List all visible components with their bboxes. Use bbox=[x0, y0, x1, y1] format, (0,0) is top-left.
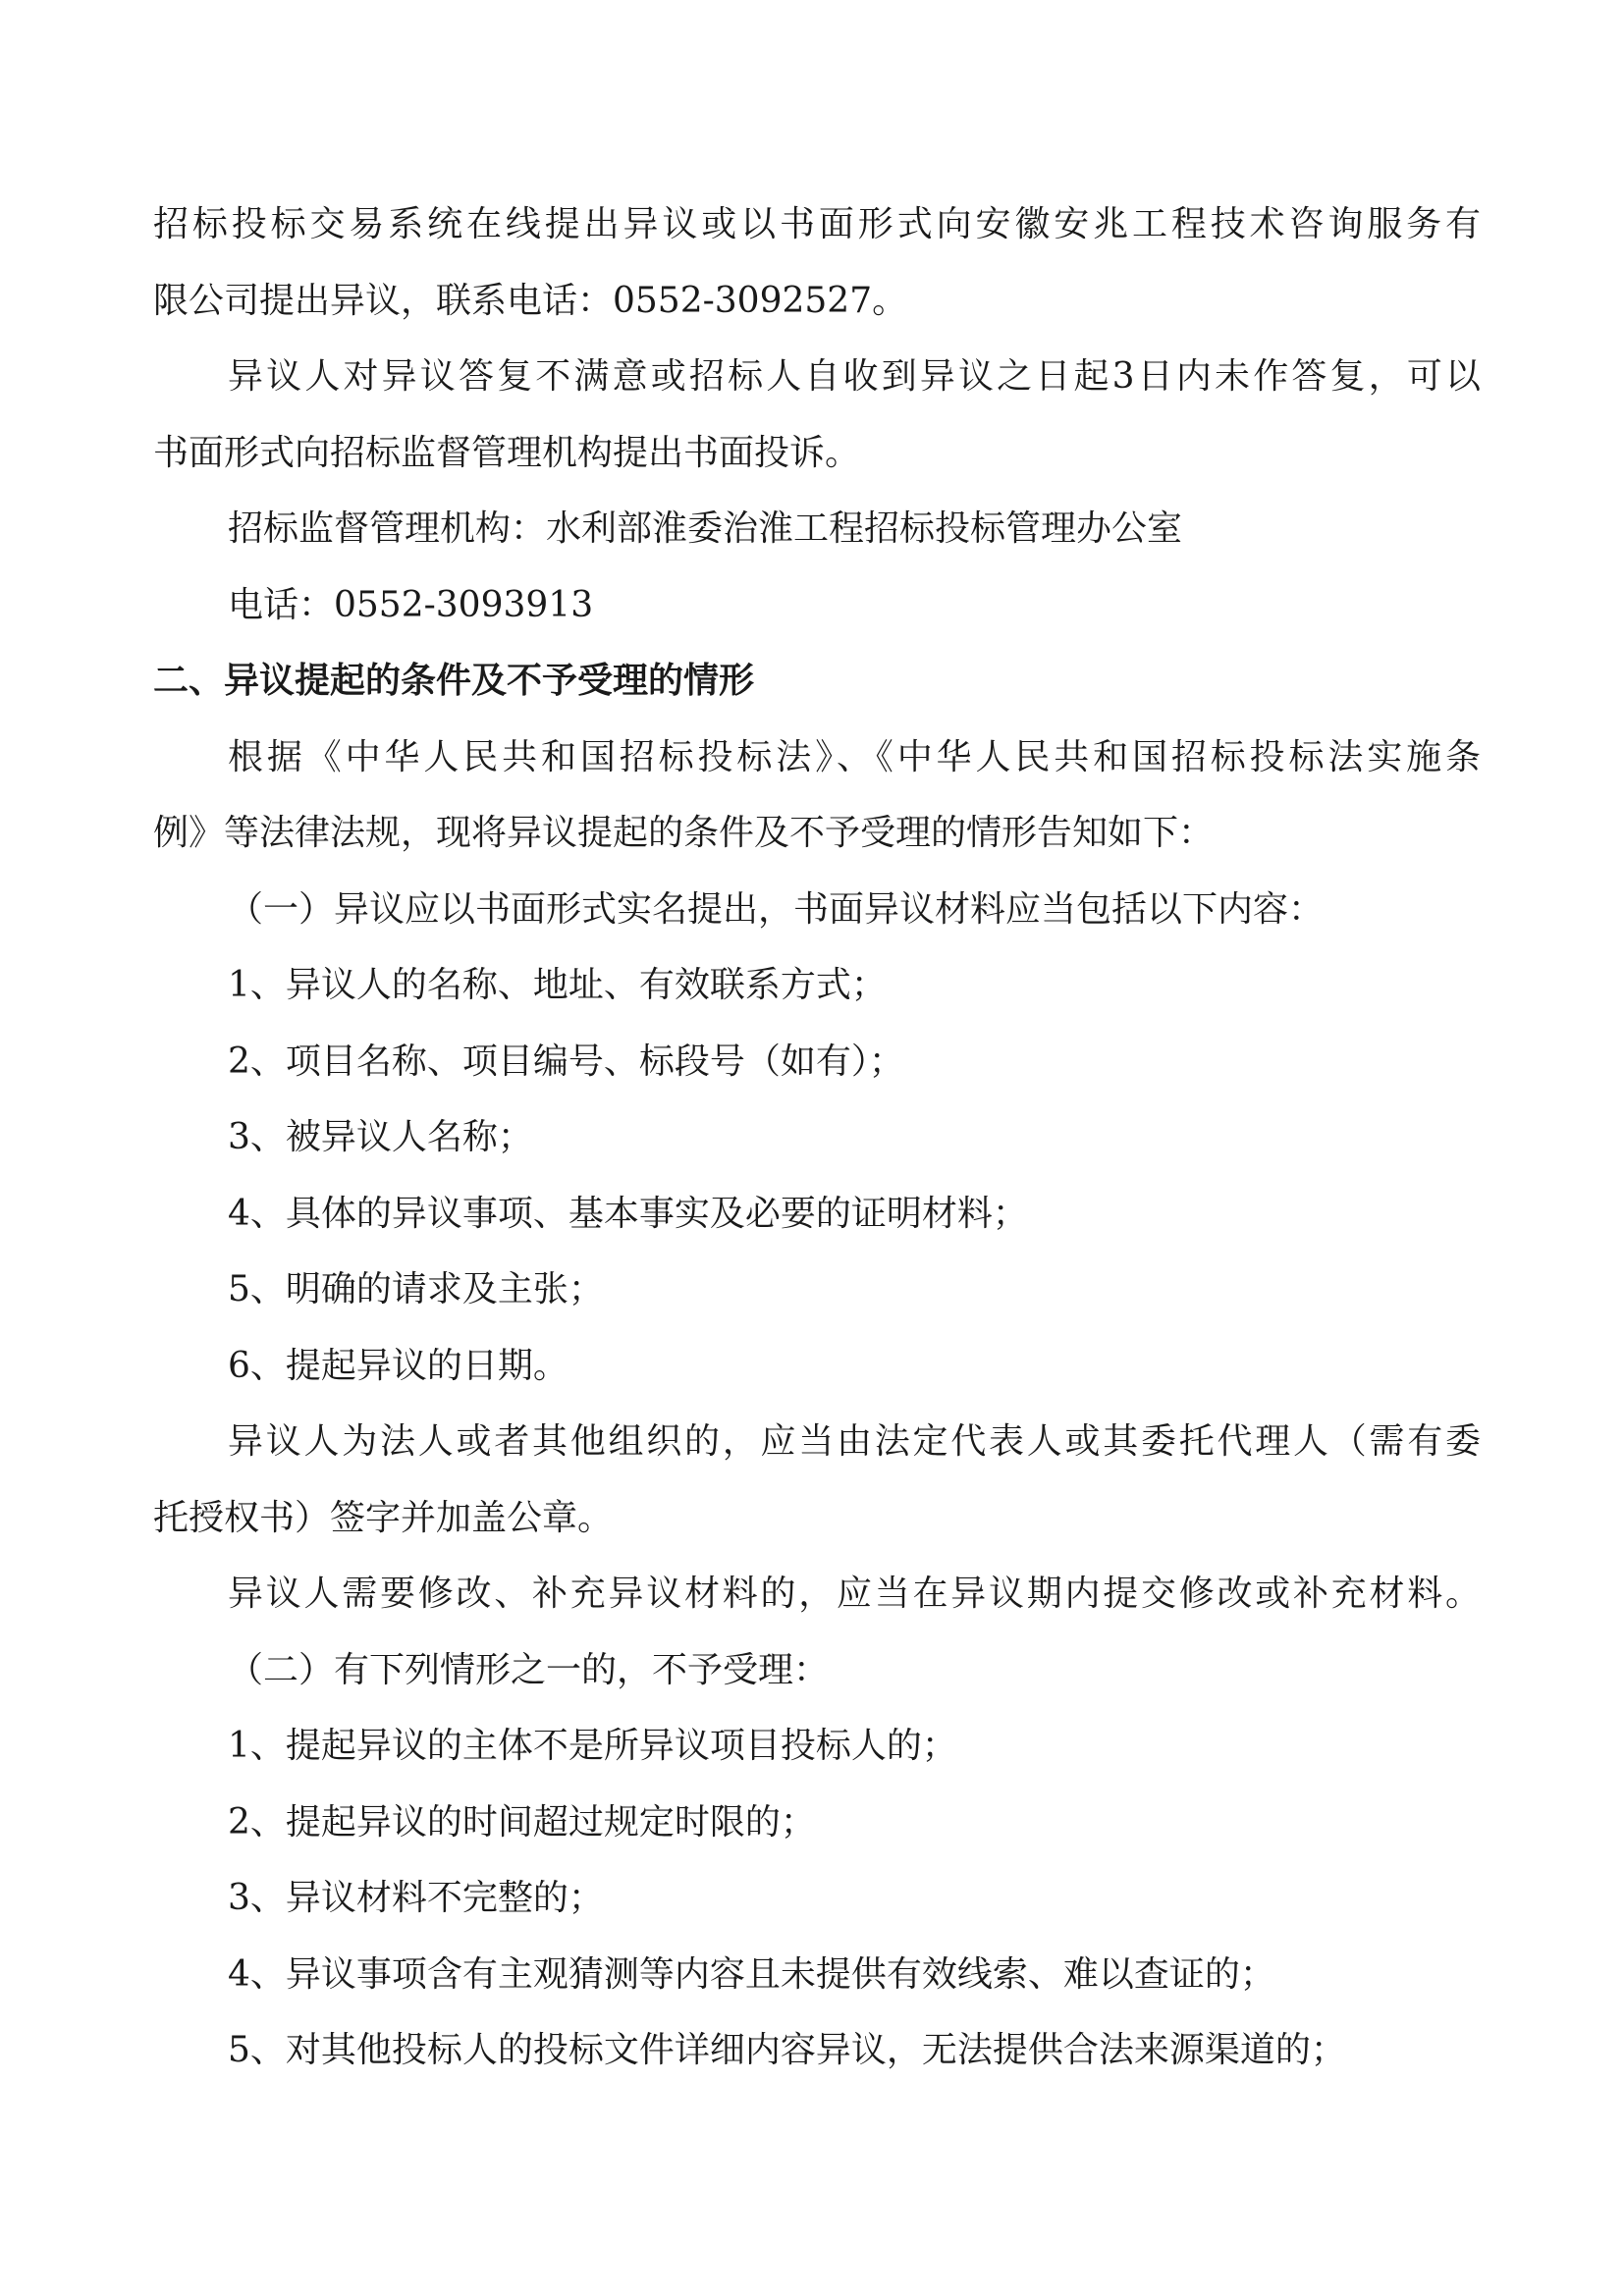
list-item: 6、提起异议的日期。 bbox=[228, 1345, 568, 1386]
list-item: 5、明确的请求及主张； bbox=[228, 1269, 604, 1309]
list-item: 3、异议材料不完整的； bbox=[228, 1878, 604, 1918]
paragraph-amendment bbox=[153, 1556, 1484, 1632]
list-item: 4、具体的异议事项、基本事实及必要的证明材料； bbox=[228, 1193, 1028, 1234]
paragraph-text: 异议人需要修改、补充异议材料的，应当在异议期内提交修改或补充材料。 bbox=[228, 1574, 1484, 1614]
subsection-heading-requirements: （一）异议应以书面形式实名提出，书面异议材料应当包括以下内容： bbox=[228, 888, 1325, 930]
paragraph-objection-channel-line2: 限公司提出异议，联系电话：0552-3092527。 bbox=[153, 280, 908, 321]
subsection-heading-rejection: （二）有下列情形之一的，不予受理： bbox=[228, 1649, 830, 1690]
paragraph-legal-person-line1 bbox=[153, 1404, 1484, 1480]
supervisor-phone: 电话：0552-3093913 bbox=[228, 584, 594, 625]
list-item: 4、异议事项含有主观猜测等内容且未提供有效线索、难以查证的； bbox=[228, 1953, 1275, 1995]
list-item: 5、对其他投标人的投标文件详细内容异议，无法提供合法来源渠道的； bbox=[228, 2030, 1346, 2070]
supervisor-agency: 招标监督管理机构：水利部淮委治淮工程招标投标管理办公室 bbox=[228, 508, 1183, 549]
paragraph-legal-basis-line1 bbox=[153, 720, 1485, 796]
list-item: 2、项目名称、项目编号、标段号（如有）； bbox=[228, 1041, 904, 1082]
paragraph-text: 招标投标交易系统在线提出异议或以书面形式向安徽安兆工程技术咨询服务有 bbox=[153, 204, 1485, 244]
paragraph-text: 根据《中华人民共和国招标投标法》、《中华人民共和国招标投标法实施条 bbox=[228, 736, 1485, 777]
list-item: 2、提起异议的时间超过规定时限的； bbox=[228, 1801, 816, 1842]
section-heading: 二、异议提起的条件及不予受理的情形 bbox=[153, 661, 755, 701]
list-item: 1、异议人的名称、地址、有效联系方式； bbox=[228, 965, 887, 1005]
paragraph-legal-basis-line2: 例》等法律法规，现将异议提起的条件及不予受理的情形告知如下： bbox=[153, 813, 1215, 853]
paragraph-objection-channel-line1 bbox=[153, 187, 1485, 263]
paragraph-text: 异议人为法人或者其他组织的，应当由法定代表人或其委托代理人（需有委 bbox=[228, 1421, 1484, 1462]
paragraph-text: 异议人对异议答复不满意或招标人自收到异议之日起3日内未作答复，可以 bbox=[228, 356, 1485, 397]
list-item: 1、提起异议的主体不是所异议项目投标人的； bbox=[228, 1726, 957, 1766]
paragraph-legal-person-line2: 托授权书）签字并加盖公章。 bbox=[153, 1497, 614, 1538]
list-item: 3、被异议人名称； bbox=[228, 1117, 533, 1157]
paragraph-complaint-line1 bbox=[153, 339, 1485, 415]
document-body bbox=[153, 187, 1485, 2089]
paragraph-complaint-line2: 书面形式向招标监督管理机构提出书面投诉。 bbox=[153, 432, 861, 473]
